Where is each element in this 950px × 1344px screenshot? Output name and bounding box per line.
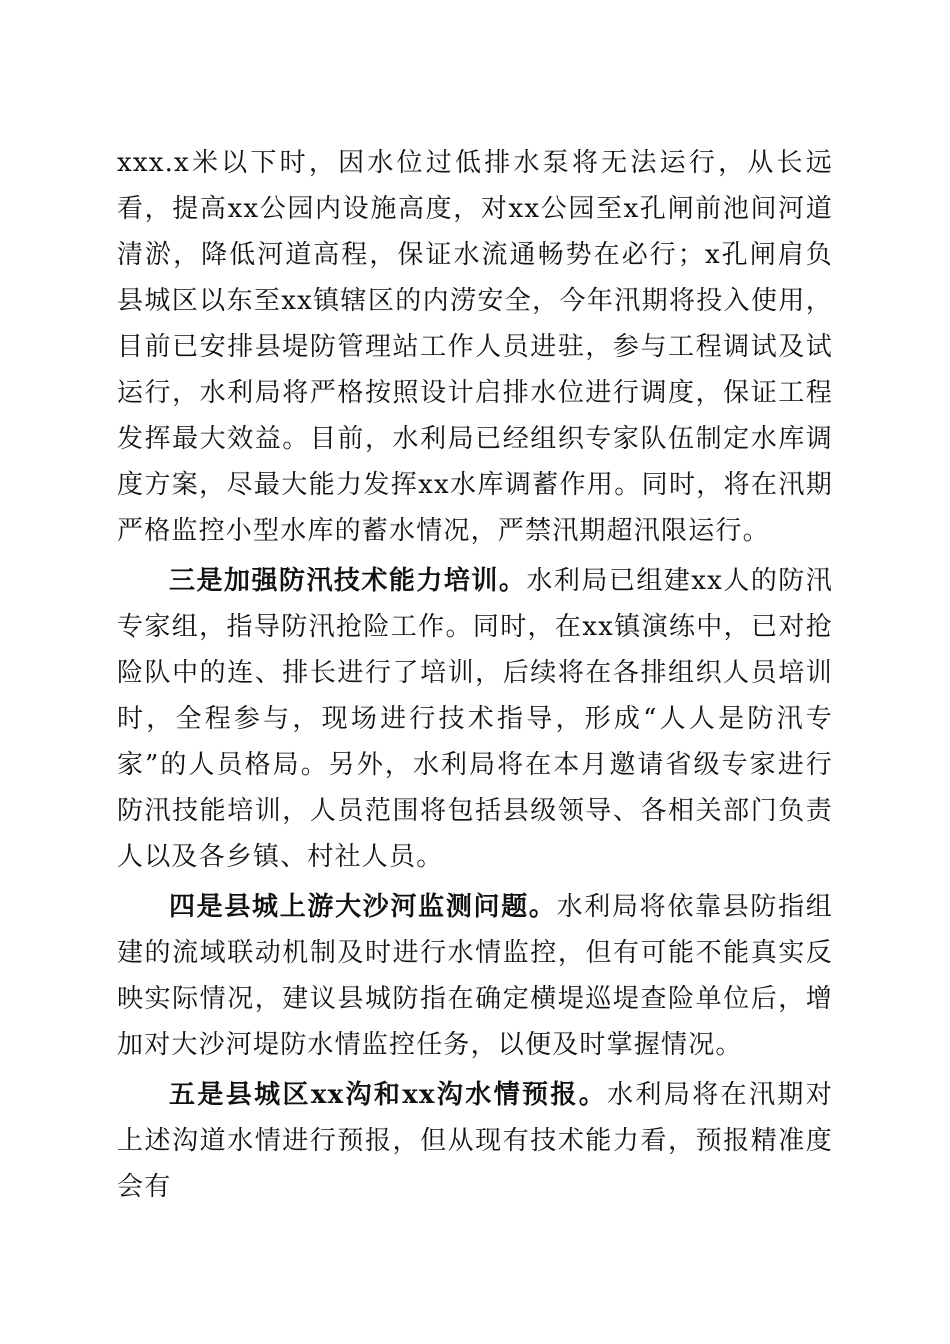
paragraph-heading: 五是县城区xx沟和xx沟水情预报。: [169, 1080, 608, 1110]
paragraph-continuation: [117, 140, 833, 554]
paragraph-item-five: [117, 1072, 833, 1210]
paragraph-body: xxx.x米以下时，因水位过低排水泵将无法运行，从长远看，提高xx公园内设施高度，对xx公园至x孔闸前池间河道清淤，降低河道高程，保证水流通畅势在必行；x孔闸肩负县城区以东至xx镇辖区的内涝安全，今年汛期将投入使用，目前已安排县堤防管理站工作人员进驻，参与工程调试及试运行，水利局将严格按照设计启排水位进行调度，保证工程发挥最大效益。目前，水利局已经组织专家队伍制定水库调度方案，尽最大能力发挥xx水库调蓄作用。同时，将在汛期严格监控小型水库的蓄水情况，严禁汛期超汛限运行。: [117, 148, 833, 546]
paragraph-body: 水利局已组建xx人的防汛专家组，指导防汛抢险工作。同时，在xx镇演练中，已对抢险队中的连、排长进行了培训，后续将在各排组织人员培训时，全程参与，现场进行技术指导，形成“人人是防汛专家”的人员格局。另外，水利局将在本月邀请省级专家进行防汛技能培训，人员范围将包括县级领导、各相关部门负责人以及各乡镇、村社人员。: [117, 566, 833, 872]
paragraph-body: 水利局将依靠县防指组建的流域联动机制及时进行水情监控，但有可能不能真实反映实际情况，建议县城防指在确定横堤巡堤查险单位后，增加对大沙河堤防水情监控任务，以便及时掌握情况。: [117, 892, 833, 1060]
paragraph-heading: 四是县城上游大沙河监测问题。: [169, 892, 557, 922]
paragraph-item-four: [117, 884, 833, 1068]
paragraph-body: 水利局将在汛期对上述沟道水情进行预报，但从现有技术能力看，预报精准度会有: [117, 1080, 833, 1202]
document-body: [117, 140, 833, 1210]
paragraph-item-three: [117, 558, 833, 880]
paragraph-heading: 三是加强防汛技术能力培训。: [169, 566, 527, 596]
